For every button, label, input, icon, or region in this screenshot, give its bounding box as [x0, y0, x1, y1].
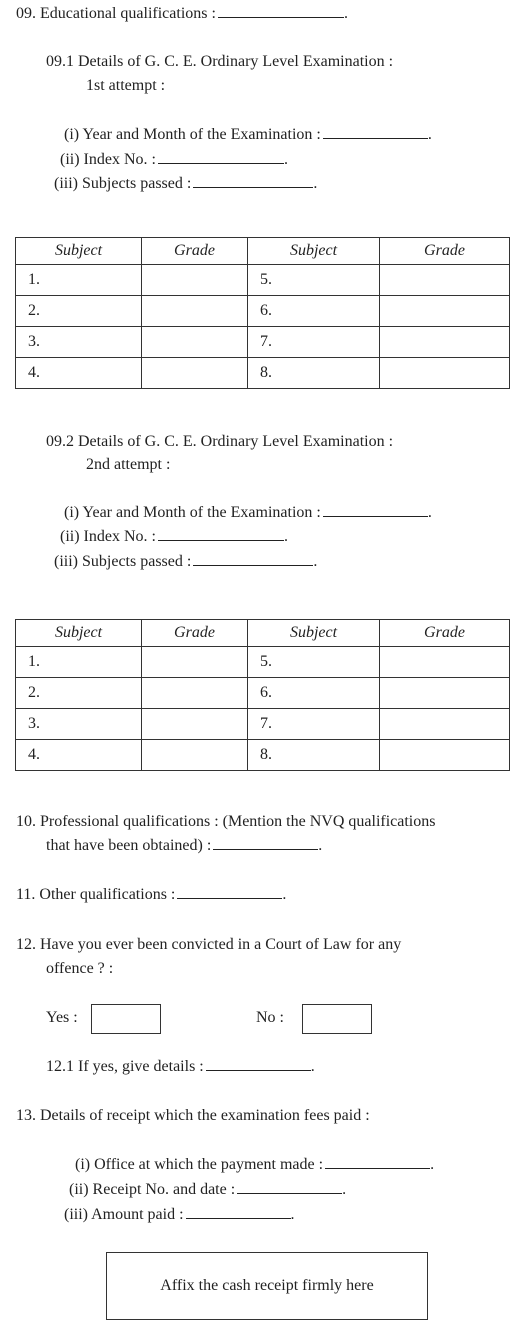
grade-cell[interactable]: [380, 709, 510, 740]
grade-cell[interactable]: [142, 647, 248, 678]
col-header-grade: Grade: [380, 620, 510, 647]
table-row: [16, 358, 510, 389]
col-header-subject: Subject: [248, 238, 380, 265]
no-checkbox[interactable]: [302, 1004, 372, 1034]
s091-index-no: (ii) Index No. : .: [60, 151, 288, 168]
s092-index-no: (ii) Index No. : .: [60, 528, 288, 545]
grade-cell[interactable]: [142, 358, 248, 389]
grade-cell[interactable]: [142, 740, 248, 771]
section-11: 11. Other qualifications : .: [16, 886, 287, 903]
row-number: 8.: [248, 740, 380, 771]
row-number: 1.: [16, 647, 142, 678]
row-number: 7.: [248, 327, 380, 358]
table-row: [16, 709, 510, 740]
answer-blank[interactable]: [186, 1207, 291, 1219]
table-row: [16, 265, 510, 296]
table-row: [16, 740, 510, 771]
receipt-affix-box: [106, 1252, 428, 1320]
section-091-title: 09.1 Details of G. C. E. Ordinary Level Examination :: [46, 53, 394, 70]
row-number: 4.: [16, 740, 142, 771]
row-number: 7.: [248, 709, 380, 740]
s092-year-month: (i) Year and Month of the Examination : .: [64, 504, 432, 521]
table-row: [16, 647, 510, 678]
table-row: [16, 296, 510, 327]
answer-blank[interactable]: [193, 554, 313, 566]
section-091-attempt: 1st attempt :: [86, 77, 166, 94]
section-12-line1: 12. Have you ever been convicted in a Court of Law for any: [16, 936, 402, 953]
grade-cell[interactable]: [142, 709, 248, 740]
receipt-affix-label: Affix the cash receipt firmly here: [160, 1277, 374, 1294]
col-header-grade: Grade: [380, 238, 510, 265]
answer-blank[interactable]: [323, 127, 428, 139]
answer-blank[interactable]: [158, 529, 284, 541]
section-13-heading: 13. Details of receipt which the examination fees paid :: [16, 1107, 370, 1124]
row-number: 2.: [16, 678, 142, 709]
section-09-heading: 09. Educational qualifications : .: [16, 5, 348, 22]
s13-receipt-no: (ii) Receipt No. and date : .: [69, 1181, 347, 1198]
s091-subjects-passed: (iii) Subjects passed : .: [54, 175, 318, 192]
ol-results-table-2: [15, 619, 510, 771]
col-header-subject: Subject: [16, 238, 142, 265]
grade-cell[interactable]: [142, 327, 248, 358]
section-10-line1: 10. Professional qualifications : (Mention the NVQ qualifications: [16, 813, 436, 830]
s13-amount-paid: (iii) Amount paid : .: [64, 1206, 295, 1223]
yes-label: Yes :: [46, 1009, 78, 1026]
grade-cell[interactable]: [142, 678, 248, 709]
section-092-title: 09.2 Details of G. C. E. Ordinary Level Examination :: [46, 433, 394, 450]
row-number: 4.: [16, 358, 142, 389]
grade-cell[interactable]: [380, 327, 510, 358]
row-number: 2.: [16, 296, 142, 327]
answer-blank[interactable]: [213, 838, 318, 850]
grade-cell[interactable]: [380, 647, 510, 678]
answer-blank[interactable]: [237, 1182, 342, 1194]
grade-cell[interactable]: [380, 296, 510, 327]
section-092-attempt: 2nd attempt :: [86, 456, 171, 473]
row-number: 3.: [16, 709, 142, 740]
row-number: 6.: [248, 678, 380, 709]
section-121: 12.1 If yes, give details : .: [46, 1058, 315, 1075]
table-row: [16, 678, 510, 709]
row-number: 8.: [248, 358, 380, 389]
answer-blank[interactable]: [158, 152, 284, 164]
col-header-grade: Grade: [142, 238, 248, 265]
ol-results-table-1: [15, 237, 510, 389]
answer-blank[interactable]: [206, 1059, 311, 1071]
no-label: No :: [256, 1009, 284, 1026]
s091-year-month: (i) Year and Month of the Examination : .: [64, 126, 432, 143]
section-10-line2: that have been obtained) : .: [46, 837, 323, 854]
section-09-label: 09. Educational qualifications :: [16, 5, 216, 22]
row-number: 1.: [16, 265, 142, 296]
row-number: 5.: [248, 647, 380, 678]
table-row: [16, 327, 510, 358]
yes-checkbox[interactable]: [91, 1004, 161, 1034]
table-header-row: [16, 238, 510, 265]
s13-office: (i) Office at which the payment made : .: [75, 1156, 435, 1173]
s092-subjects-passed: (iii) Subjects passed : .: [54, 553, 318, 570]
answer-blank[interactable]: [323, 505, 428, 517]
row-number: 5.: [248, 265, 380, 296]
answer-blank[interactable]: [177, 887, 282, 899]
section-12-line2: offence ? :: [46, 960, 114, 977]
grade-cell[interactable]: [380, 740, 510, 771]
grade-cell[interactable]: [380, 265, 510, 296]
answer-blank[interactable]: [193, 176, 313, 188]
col-header-grade: Grade: [142, 620, 248, 647]
answer-blank[interactable]: [325, 1157, 430, 1169]
col-header-subject: Subject: [248, 620, 380, 647]
row-number: 6.: [248, 296, 380, 327]
table-header-row: [16, 620, 510, 647]
answer-blank[interactable]: [218, 6, 344, 18]
grade-cell[interactable]: [380, 358, 510, 389]
grade-cell[interactable]: [142, 265, 248, 296]
row-number: 3.: [16, 327, 142, 358]
grade-cell[interactable]: [380, 678, 510, 709]
col-header-subject: Subject: [16, 620, 142, 647]
grade-cell[interactable]: [142, 296, 248, 327]
